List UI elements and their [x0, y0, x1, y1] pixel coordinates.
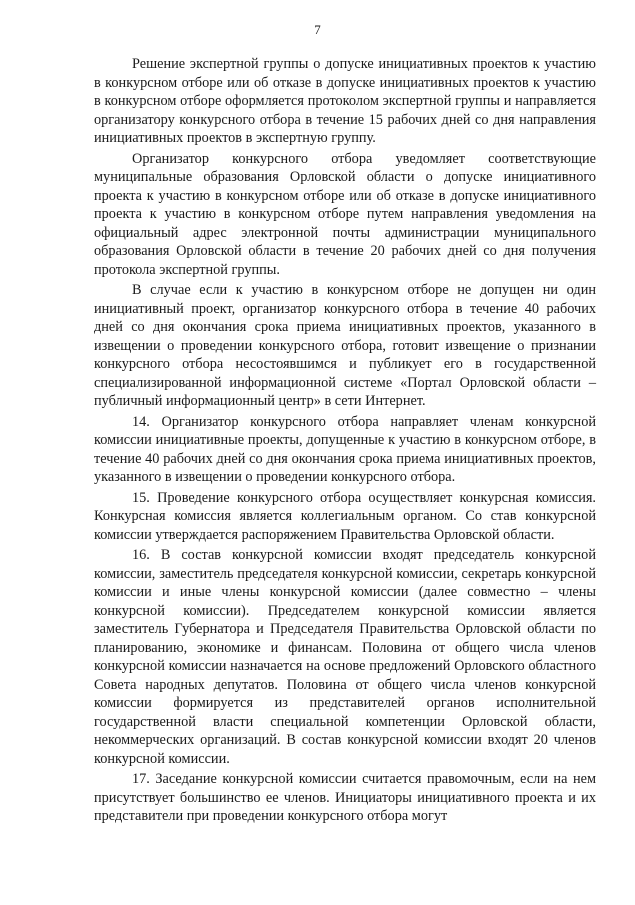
paragraph-item-14: 14. Организатор конкурсного отбора направляет членам конкурсной комиссии инициативные проекты, допущенные к участию в конкурсном отборе, в течение 40 рабочих дней со дня окончания срока приема инициативных проектов, указанного в извещении о проведении конкурсного отбора.: [94, 413, 596, 485]
paragraph-item-17: 17. Заседание конкурсной комиссии считается правомочным, если на нем присутствует большинство ее членов. Инициаторы инициативного проекта и их представители при проведении конкурсного отбора могут: [94, 771, 596, 824]
paragraph-organizer-notification: Организатор конкурсного отбора уведомляет соответствующие муниципальные образования Орловской области о допуске инициативного проекта к участию в конкурсном отборе или об отказе в допуске инициативного проекта к участию в конкурсном отборе путем направления уведомления на официальный адрес электронной почты администрации муниципального образования Орловской области в течение 20 рабочих дней со дня получения протокола экспертной группы.: [94, 150, 596, 278]
paragraph-item-16: 16. В состав конкурсной комиссии входят председатель конкурсной комиссии, заместитель председателя конкурсной комиссии, секретарь конкурсной комиссии и иные члены конкурсной комиссии (далее совместно – члены конкурсной комиссии). Председателем конкурсной комиссии является заместитель Губернатора и Председателя Правительства Орловской области по планированию, экономике и финансам. Половина от общего числа членов конкурсной комиссии назначается на основе предложений Орловского областного Совета народных депутатов. Половина от общего числа членов конкурсной комиссии формируется из представителей органов исполнительной государственной власти специальной компетенции Орловской области, некоммерческих организаций. В состав конкурсной комиссии входят 20 членов конкурсной комиссии.: [94, 547, 596, 767]
page-number: 7: [314, 22, 321, 37]
paragraph-no-projects-admitted: В случае если к участию в конкурсном отборе не допущен ни один инициативный проект, организатор конкурсного отбора в течение 40 рабочих дней со дня окончания срока приема инициативных проектов, указанного в извещении о проведении конкурсного отбора, готовит извещение о признании конкурсного отбора несостоявшимся и публикует его в государственной специализированной информационной системе «Портал Орловской области – публичный информационный центр» в сети Интернет.: [94, 282, 596, 409]
paragraph-expert-group-decision: Решение экспертной группы о допуске инициативных проектов к участию в конкурсном отборе или об отказе в допуске инициативных проектов к участию в конкурсном отборе оформляется протоколом экспертной группы и направляется организатору конкурсного отбора в течение 15 рабочих дней со дня направления инициативных проектов в экспертную группу.: [94, 56, 596, 146]
document-body: [94, 55, 596, 828]
paragraph-item-15: 15. Проведение конкурсного отбора осуществляет конкурсная комиссия. Конкурсная комиссия является коллегиальным органом. Со став конкурсной комиссии утверждается распоряжением Правительства Орловской области.: [94, 489, 596, 543]
